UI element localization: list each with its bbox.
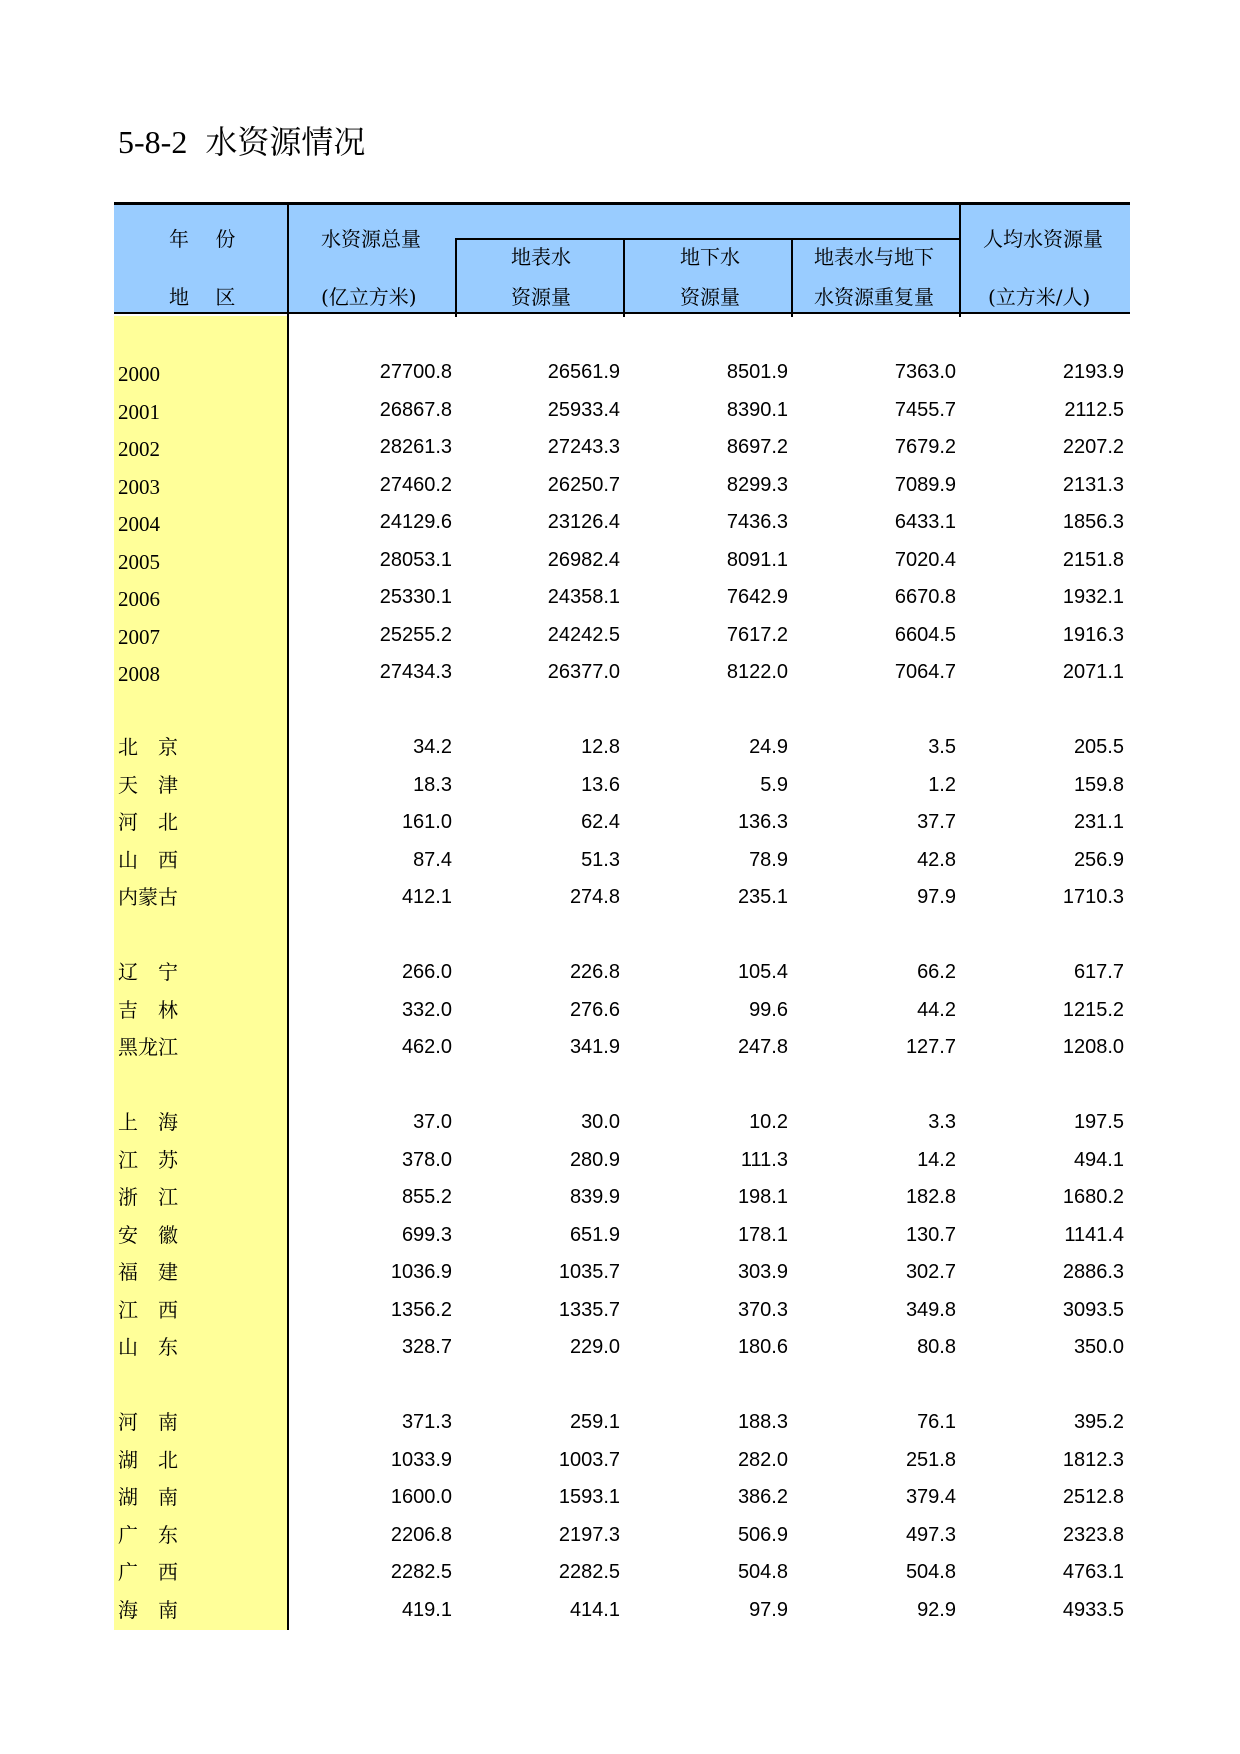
table-cell: 1593.1	[558, 1486, 620, 1508]
table-row	[114, 617, 1130, 654]
table-cell: 371.3	[401, 1411, 452, 1433]
table-cell: 10.2	[749, 1111, 788, 1133]
table-cell: 259.1	[569, 1411, 620, 1433]
table-cell: 303.9	[737, 1261, 788, 1283]
table-cell: 1812.3	[1062, 1448, 1124, 1471]
table-cell: 66.2	[917, 961, 956, 983]
table-cell: 378.0	[401, 1148, 452, 1171]
table-cell: 80.8	[917, 1336, 956, 1358]
table-cell: 350.0	[1073, 1336, 1124, 1358]
table-cell: 379.4	[905, 1486, 956, 1508]
table-cell: 332.0	[401, 998, 452, 1021]
table-cell: 1003.7	[558, 1448, 620, 1471]
table-cell: 1033.9	[390, 1448, 452, 1471]
row-label: 2004	[118, 512, 160, 536]
table-row	[114, 729, 1130, 766]
table-cell: 302.7	[905, 1261, 956, 1283]
table-cell: 136.3	[737, 811, 788, 833]
row-label: 2005	[118, 549, 160, 574]
header-divider	[623, 238, 625, 317]
header-overlap-bottom: 水资源重复量	[814, 285, 934, 309]
table-row	[114, 579, 1130, 616]
table-cell: 2282.5	[390, 1561, 452, 1583]
table-cell: 27243.3	[547, 436, 620, 458]
header-overlap-top: 地表水与地下	[814, 245, 934, 269]
header-per-capita: 人均水资源量	[983, 227, 1103, 251]
table-cell: 504.8	[905, 1561, 956, 1583]
table-cell: 7089.9	[894, 473, 956, 496]
table-row	[114, 1217, 1130, 1254]
table-row	[114, 842, 1130, 879]
table-cell: 8091.1	[726, 548, 788, 571]
table-cell: 105.4	[737, 961, 788, 983]
table-row	[114, 354, 1130, 391]
row-label: 天 津	[118, 772, 178, 797]
table-cell: 229.0	[569, 1336, 620, 1358]
table-cell: 26867.8	[379, 398, 452, 421]
table-cell: 7064.7	[894, 661, 956, 683]
table-cell: 180.6	[737, 1336, 788, 1358]
header-surface-top: 地表水	[511, 245, 571, 269]
table-cell: 2197.3	[558, 1523, 620, 1546]
table-cell: 2112.5	[1064, 398, 1124, 421]
table-cell: 7436.3	[726, 511, 788, 533]
table-cell: 76.1	[917, 1411, 956, 1433]
table-cell: 51.3	[581, 848, 620, 871]
table-cell: 839.9	[569, 1186, 620, 1208]
row-label: 海 南	[118, 1597, 178, 1622]
table-cell: 699.3	[401, 1223, 452, 1246]
table-cell: 282.0	[737, 1448, 788, 1471]
table-cell: 13.6	[581, 773, 620, 796]
table-cell: 1335.7	[558, 1298, 620, 1321]
table-cell: 2151.8	[1062, 548, 1124, 571]
table-cell: 7363.0	[894, 361, 956, 383]
table-cell: 2512.8	[1062, 1486, 1124, 1508]
table-cell: 159.8	[1073, 773, 1124, 796]
table-cell: 247.8	[737, 1036, 788, 1058]
table-cell: 205.5	[1073, 736, 1124, 758]
row-label: 黑龙江	[118, 1035, 178, 1059]
row-label: 广 西	[118, 1560, 178, 1584]
table-cell: 182.8	[905, 1186, 956, 1208]
table-cell: 25330.1	[379, 586, 452, 608]
header-ground-top: 地下水	[680, 245, 740, 269]
table-row	[114, 1404, 1130, 1441]
table-cell: 276.6	[569, 998, 620, 1021]
table-cell: 7617.2	[726, 623, 788, 646]
row-label: 内蒙古	[118, 885, 178, 909]
table-cell: 419.1	[401, 1598, 452, 1621]
table-cell: 24129.6	[379, 511, 452, 533]
table-cell: 235.1	[737, 886, 788, 908]
table-cell: 256.9	[1073, 848, 1124, 871]
header-subgroup-line	[455, 238, 961, 240]
header-per-capita-unit: (立方米/人)	[988, 285, 1091, 309]
table-cell: 92.9	[917, 1598, 956, 1621]
row-label: 河 北	[118, 810, 178, 834]
table-cell: 2071.1	[1062, 661, 1124, 683]
table-cell: 1932.1	[1062, 586, 1124, 608]
table-cell: 97.9	[749, 1598, 788, 1621]
table-cell: 1141.4	[1064, 1223, 1124, 1246]
table-cell: 7679.2	[894, 436, 956, 458]
table-row	[114, 429, 1130, 466]
table-cell: 24242.5	[547, 623, 620, 646]
row-label: 浙 江	[118, 1185, 178, 1209]
table-cell: 412.1	[401, 886, 452, 908]
table-cell: 2131.3	[1062, 473, 1124, 496]
table-row	[114, 954, 1130, 991]
table-cell: 24358.1	[547, 586, 620, 608]
table-cell: 280.9	[569, 1148, 620, 1171]
table-number: 5-8-2	[118, 124, 188, 160]
table-cell: 328.7	[401, 1336, 452, 1358]
table-row	[114, 467, 1130, 504]
table-cell: 34.2	[413, 736, 452, 758]
table-cell: 14.2	[917, 1148, 956, 1171]
table-cell: 6670.8	[894, 586, 956, 608]
table-cell: 2207.2	[1062, 436, 1124, 458]
table-cell: 4933.5	[1062, 1598, 1124, 1621]
table-cell: 1036.9	[390, 1261, 452, 1283]
table-cell: 1035.7	[558, 1261, 620, 1283]
table-cell: 370.3	[737, 1298, 788, 1321]
header-surface-bottom: 资源量	[511, 285, 571, 309]
table-cell: 1208.0	[1062, 1036, 1124, 1058]
table-cell: 127.7	[905, 1036, 956, 1058]
row-label: 2007	[118, 624, 160, 649]
table-cell: 42.8	[917, 848, 956, 871]
table-cell: 8697.2	[726, 436, 788, 458]
table-cell: 2193.9	[1062, 361, 1124, 383]
table-title: 水资源情况	[205, 124, 366, 160]
table-cell: 99.6	[749, 998, 788, 1021]
table-cell: 2886.3	[1062, 1261, 1124, 1283]
table-cell: 8390.1	[726, 398, 788, 421]
table-row	[114, 1442, 1130, 1479]
table-cell: 161.0	[401, 811, 452, 833]
table-cell: 2323.8	[1062, 1523, 1124, 1546]
table-cell: 26982.4	[547, 548, 620, 571]
table-cell: 87.4	[413, 848, 452, 871]
header-year: 年 份	[169, 227, 236, 251]
table-cell: 1215.2	[1062, 998, 1124, 1021]
table-cell: 7642.9	[726, 586, 788, 608]
table-cell: 462.0	[401, 1036, 452, 1058]
table-cell: 617.7	[1073, 961, 1124, 983]
row-label: 河 南	[118, 1410, 178, 1434]
table-row	[114, 1142, 1130, 1179]
table-cell: 251.8	[905, 1448, 956, 1471]
table-cell: 12.8	[581, 736, 620, 758]
table-row	[114, 992, 1130, 1029]
table-cell: 25255.2	[379, 623, 452, 646]
table-cell: 341.9	[569, 1036, 620, 1058]
row-label: 2002	[118, 437, 160, 461]
table-cell: 26561.9	[547, 361, 620, 383]
row-label: 2006	[118, 587, 160, 611]
table-row	[114, 542, 1130, 579]
row-label: 江 西	[118, 1297, 178, 1322]
table-cell: 1916.3	[1062, 623, 1124, 646]
table-row	[114, 1479, 1130, 1516]
table-cell: 1680.2	[1062, 1186, 1124, 1208]
table-cell: 27434.3	[379, 661, 452, 683]
table-cell: 7455.7	[894, 398, 956, 421]
table-cell: 8299.3	[726, 473, 788, 496]
table-row	[114, 1179, 1130, 1216]
table-cell: 25933.4	[547, 398, 620, 421]
page-title	[118, 122, 365, 162]
table-cell: 37.0	[413, 1111, 452, 1133]
table-cell: 178.1	[737, 1223, 788, 1246]
row-label: 吉 林	[118, 997, 178, 1022]
row-label: 福 建	[118, 1260, 178, 1284]
table-row	[114, 392, 1130, 429]
table-cell: 8501.9	[726, 361, 788, 383]
table-cell: 2282.5	[558, 1561, 620, 1583]
table-cell: 26377.0	[547, 661, 620, 683]
table-cell: 1356.2	[390, 1298, 452, 1321]
row-label: 山 西	[118, 847, 178, 872]
table-row	[114, 1104, 1130, 1141]
table-row	[114, 804, 1130, 841]
table-row	[114, 1329, 1130, 1366]
table-cell: 3.3	[928, 1111, 956, 1133]
row-label: 辽 宁	[118, 960, 178, 984]
table-cell: 506.9	[737, 1523, 788, 1546]
header-region: 地 区	[169, 285, 236, 309]
table-cell: 26250.7	[547, 473, 620, 496]
header-divider	[791, 238, 793, 317]
table-cell: 7020.4	[894, 548, 956, 571]
table-cell: 18.3	[413, 773, 452, 796]
table-row	[114, 1029, 1130, 1066]
table-cell: 395.2	[1073, 1411, 1124, 1433]
table-cell: 4763.1	[1062, 1561, 1124, 1583]
table-row	[114, 767, 1130, 804]
table-row	[114, 1592, 1130, 1629]
table-row	[114, 879, 1130, 916]
table-cell: 130.7	[905, 1223, 956, 1246]
table-cell: 198.1	[737, 1186, 788, 1208]
row-label: 山 东	[118, 1335, 178, 1359]
row-label: 江 苏	[118, 1147, 178, 1172]
table-cell: 231.1	[1073, 811, 1124, 833]
row-label: 2001	[118, 399, 160, 424]
table-cell: 1710.3	[1062, 886, 1124, 908]
table-cell: 28261.3	[379, 436, 452, 458]
row-label: 湖 南	[118, 1485, 178, 1509]
header-ground-bottom: 资源量	[680, 285, 740, 309]
table-cell: 6433.1	[894, 511, 956, 533]
table-cell: 30.0	[581, 1111, 620, 1133]
table-cell: 44.2	[917, 998, 956, 1021]
header-total: 水资源总量	[321, 227, 421, 251]
table-cell: 37.7	[917, 811, 956, 833]
table-cell: 28053.1	[379, 548, 452, 571]
table-cell: 504.8	[737, 1561, 788, 1583]
table-cell: 97.9	[917, 886, 956, 908]
table-cell: 24.9	[749, 736, 788, 758]
table-row	[114, 1517, 1130, 1554]
table-row	[114, 1554, 1130, 1591]
table-cell: 5.9	[760, 773, 788, 796]
table-cell: 855.2	[401, 1186, 452, 1208]
table-cell: 2206.8	[390, 1523, 452, 1546]
table-cell: 6604.5	[894, 623, 956, 646]
table-cell: 386.2	[737, 1486, 788, 1508]
table-cell: 274.8	[569, 886, 620, 908]
row-label: 湖 北	[118, 1447, 178, 1472]
table-cell: 188.3	[737, 1411, 788, 1433]
table-cell: 1856.3	[1062, 511, 1124, 533]
row-label: 广 东	[118, 1522, 178, 1547]
table-cell: 414.1	[569, 1598, 620, 1621]
table-cell: 3093.5	[1062, 1298, 1124, 1321]
table-cell: 651.9	[569, 1223, 620, 1246]
table-cell: 27700.8	[379, 361, 452, 383]
table-row	[114, 1254, 1130, 1291]
table-cell: 78.9	[749, 848, 788, 871]
table-cell: 349.8	[905, 1298, 956, 1321]
table-cell: 62.4	[581, 811, 620, 833]
header-divider	[959, 205, 961, 317]
table-cell: 111.3	[740, 1148, 788, 1171]
table-row	[114, 504, 1130, 541]
row-label: 2008	[118, 662, 160, 686]
table-cell: 1600.0	[390, 1486, 452, 1508]
header-total-unit: (亿立方米)	[321, 285, 417, 309]
table-cell: 3.5	[928, 736, 956, 758]
table-cell: 497.3	[905, 1523, 956, 1546]
row-label: 上 海	[118, 1110, 178, 1134]
water-resources-table	[114, 202, 1130, 1630]
table-cell: 23126.4	[547, 511, 620, 533]
row-label: 北 京	[118, 735, 178, 759]
table-cell: 494.1	[1073, 1148, 1124, 1171]
header-divider	[455, 238, 457, 317]
row-label: 2003	[118, 474, 160, 499]
table-cell: 266.0	[401, 961, 452, 983]
table-cell: 8122.0	[726, 661, 788, 683]
row-label: 2000	[118, 362, 160, 386]
table-cell: 197.5	[1073, 1111, 1124, 1133]
table-cell: 27460.2	[379, 473, 452, 496]
table-cell: 1.2	[928, 773, 956, 796]
table-row	[114, 1292, 1130, 1329]
table-row	[114, 654, 1130, 691]
table-cell: 226.8	[569, 961, 620, 983]
table-header	[114, 202, 1130, 314]
row-label: 安 徽	[118, 1222, 178, 1247]
